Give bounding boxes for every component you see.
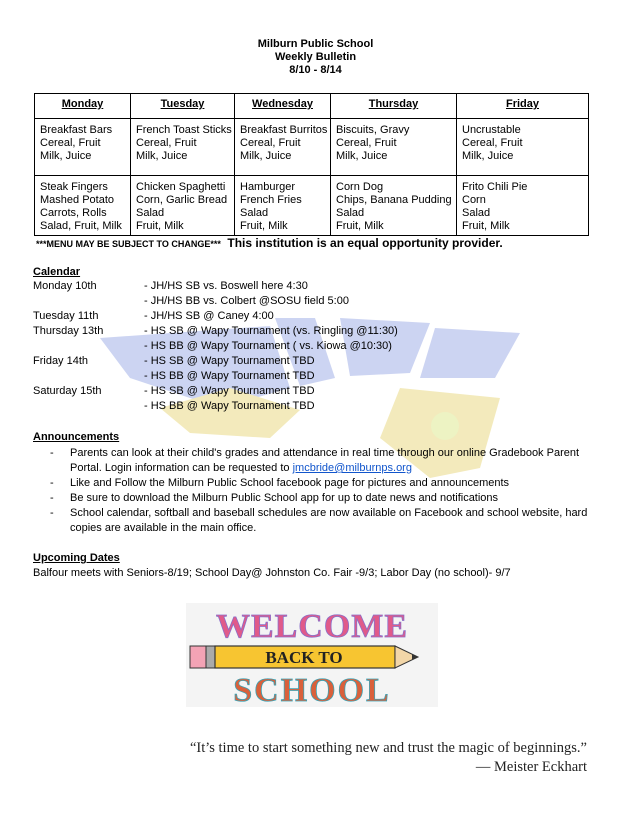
menu-item: Hamburger (240, 181, 296, 193)
bulletin-title: Weekly Bulletin (274, 51, 357, 63)
calendar-event: - HS SB @ Wapy Tournament TBD (144, 355, 315, 367)
menu-change-notice: ***MENU MAY BE SUBJECT TO CHANGE*** (36, 239, 221, 249)
equal-opportunity-statement: This institution is an equal opportunity provider. (227, 236, 503, 250)
closing-quote (190, 739, 587, 777)
menu-item: Salad (336, 207, 365, 219)
breakfast-cell (457, 119, 589, 176)
breakfast-cell (331, 119, 457, 176)
breakfast-cell (235, 119, 331, 176)
calendar-day: Saturday 15th (33, 385, 102, 397)
menu-item: Chips, Banana Pudding (336, 194, 452, 206)
menu-item: Corn, Garlic Bread (136, 194, 228, 206)
lunch-cell (457, 176, 589, 236)
menu-item: Corn (462, 194, 486, 206)
lunch-cell (235, 176, 331, 236)
announcement-item (50, 476, 590, 491)
breakfast-cell (131, 119, 235, 176)
menu-item: Cereal, Fruit (462, 137, 523, 149)
menu-item: Biscuits, Gravy (336, 124, 410, 136)
calendar-event: - JH/HS BB vs. Colbert @SOSU field 5:00 (144, 295, 349, 307)
menu-item: Milk, Juice (136, 150, 188, 162)
bullet-dash: - (50, 507, 54, 519)
menu-item: French Fries (240, 194, 302, 206)
announcements-list (50, 446, 590, 536)
calendar-list (33, 279, 593, 414)
calendar-row (33, 369, 593, 384)
calendar-event: - JH/HS SB vs. Boswell here 4:30 (144, 280, 308, 292)
announcement-text: Be sure to download the Milburn Public School app for up to date news and notifications (70, 492, 499, 504)
menu-item: Fruit, Milk (136, 220, 184, 232)
menu-day-header: Friday (457, 94, 589, 119)
calendar-row (33, 279, 593, 294)
menu-item: Milk, Juice (336, 150, 388, 162)
upcoming-dates-text: Balfour meets with Seniors-8/19; School Day@ Johnston Co. Fair -9/3; Labor Day (no school)- 9/7 (33, 567, 511, 579)
bullet-dash: - (50, 492, 54, 504)
email-link[interactable]: jmcbride@milburnps.org (292, 462, 412, 474)
banner-school: SCHOOL (233, 672, 391, 707)
menu-item: French Toast Sticks (136, 124, 232, 136)
calendar-row (33, 354, 593, 369)
upcoming-dates-title: Upcoming Dates (33, 552, 120, 564)
calendar-row (33, 324, 593, 339)
menu-item: Breakfast Bars (40, 124, 113, 136)
menu-item: Salad (136, 207, 165, 219)
calendar-row (33, 309, 593, 324)
menu-item: Uncrustable (462, 124, 521, 136)
calendar-event: - HS BB @ Wapy Tournament TBD (144, 400, 315, 412)
breakfast-cell (35, 119, 131, 176)
menu-item: Chicken Spaghetti (136, 181, 226, 193)
menu-item: Salad (240, 207, 269, 219)
menu-item: Cereal, Fruit (136, 137, 197, 149)
school-name: Milburn Public School (257, 38, 374, 50)
calendar-event: - HS SB @ Wapy Tournament (vs. Ringling @11:30) (144, 325, 398, 337)
breakfast-row (35, 119, 589, 176)
menu-day-header: Tuesday (131, 94, 235, 119)
menu-item: Fruit, Milk (240, 220, 288, 232)
bullet-dash: - (50, 447, 54, 459)
welcome-back-banner (186, 603, 438, 707)
announcement-text: Like and Follow the Milburn Public School facebook page for pictures and announcements (70, 477, 510, 489)
announcement-text: Parents can look at their child's grades and attendance in real time through our online Gradebook Parent Portal. Login information can be requested to (70, 447, 580, 474)
calendar-day: Thursday 13th (33, 325, 104, 337)
calendar-day: Tuesday 11th (33, 310, 99, 322)
banner-welcome: WELCOME (215, 608, 409, 645)
menu-item: Cereal, Fruit (336, 137, 397, 149)
calendar-event: - HS SB @ Wapy Tournament TBD (144, 385, 315, 397)
lunch-row (35, 176, 589, 236)
bullet-dash: - (50, 477, 54, 489)
menu-item: Corn Dog (336, 181, 384, 193)
lunch-cell (331, 176, 457, 236)
calendar-day: Friday 14th (33, 355, 89, 367)
announcement-item (50, 491, 590, 506)
calendar-event: - HS BB @ Wapy Tournament ( vs. Kiowa @10:30) (144, 340, 392, 352)
calendar-event: - JH/HS SB @ Caney 4:00 (144, 310, 274, 322)
menu-day-header: Thursday (331, 94, 457, 119)
calendar-row (33, 339, 593, 354)
bulletin-header (0, 38, 631, 77)
menu-item: Milk, Juice (40, 150, 92, 162)
announcements-title: Announcements (33, 431, 120, 443)
calendar-event: - HS BB @ Wapy Tournament TBD (144, 370, 315, 382)
menu-item: Salad, Fruit, Milk (40, 220, 122, 232)
menu-item: Salad (462, 207, 491, 219)
lunch-cell (131, 176, 235, 236)
menu-item: Cereal, Fruit (40, 137, 101, 149)
bulletin-dates: 8/10 - 8/14 (289, 64, 342, 76)
quote-author: — Meister Eckhart (475, 759, 587, 775)
menu-item: Milk, Juice (462, 150, 514, 162)
announcement-item (50, 506, 590, 536)
menu-table (34, 93, 589, 236)
calendar-row (33, 294, 593, 309)
menu-day-header: Wednesday (235, 94, 331, 119)
calendar-title: Calendar (33, 266, 81, 278)
menu-item: Carrots, Rolls (40, 207, 107, 219)
menu-item: Frito Chili Pie (462, 181, 528, 193)
menu-item: Cereal, Fruit (240, 137, 301, 149)
calendar-row (33, 399, 593, 414)
announcement-item (50, 446, 590, 476)
menu-item: Milk, Juice (240, 150, 292, 162)
banner-back-to: BACK TO (265, 648, 343, 667)
lunch-cell (35, 176, 131, 236)
menu-item: Fruit, Milk (462, 220, 510, 232)
menu-item: Fruit, Milk (336, 220, 384, 232)
menu-disclaimer (36, 236, 503, 250)
menu-item: Steak Fingers (40, 181, 108, 193)
calendar-row (33, 384, 593, 399)
quote-text: “It’s time to start something new and trust the magic of beginnings.” (189, 740, 587, 756)
menu-item: Mashed Potato (40, 194, 114, 206)
menu-item: Breakfast Burritos (240, 124, 328, 136)
calendar-day: Monday 10th (33, 280, 97, 292)
announcement-text: School calendar, softball and baseball schedules are now available on Facebook and school website, hard copies are available in the main office. (70, 507, 588, 534)
menu-day-header: Monday (35, 94, 131, 119)
